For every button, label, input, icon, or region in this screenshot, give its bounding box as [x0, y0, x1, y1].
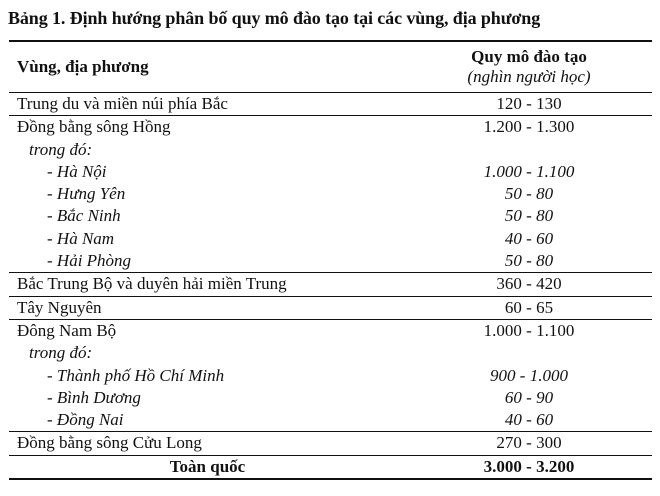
table-group: [9, 273, 652, 296]
training-scale-table: [9, 40, 652, 480]
table-group: [9, 93, 652, 116]
table-row: [9, 297, 652, 319]
table-header: [9, 42, 652, 93]
region-name: Đồng bằng sông Hồng: [17, 117, 171, 137]
table-row: [9, 342, 652, 364]
locality-value: 1.000 - 1.100: [483, 161, 575, 181]
table-caption: Bảng 1. Định hướng phân bố quy mô đào tạo tại các vùng, địa phương: [8, 8, 541, 28]
total-row: [9, 456, 652, 478]
subtitle-label: trong đó:: [29, 139, 93, 159]
locality-value: 50 - 80: [504, 251, 554, 271]
table-group: [9, 297, 652, 320]
header-scale-unit: (nghìn người học): [467, 67, 591, 86]
total-label: Toàn quốc: [169, 456, 246, 476]
locality-value: 60 - 90: [504, 387, 554, 407]
locality-name: - Hưng Yên: [47, 184, 126, 204]
region-value: 120 - 130: [496, 94, 562, 113]
table-row: [9, 161, 652, 183]
locality-value: 40 - 60: [504, 228, 554, 248]
table-group: [9, 320, 652, 432]
total-value: 3.000 - 3.200: [483, 456, 575, 476]
locality-value: 40 - 60: [504, 410, 554, 430]
region-value: 60 - 65: [504, 297, 554, 317]
region-value: 360 - 420: [496, 274, 562, 294]
table-row: [9, 409, 652, 431]
region-name: Bắc Trung Bộ và duyên hải miền Trung: [17, 274, 287, 294]
table-row: [9, 139, 652, 161]
table-row: [9, 320, 652, 342]
table-row: [9, 273, 652, 295]
region-name: Đông Nam Bộ: [17, 320, 117, 340]
locality-value: 50 - 80: [504, 206, 554, 226]
region-name: Đồng bằng sông Cửu Long: [17, 433, 202, 453]
header-region: Vùng, địa phương: [17, 57, 149, 76]
region-name: Trung du và miền núi phía Bắc: [17, 94, 228, 113]
table-row: [9, 228, 652, 250]
region-name: Tây Nguyên: [17, 297, 102, 317]
locality-name: - Hà Nam: [47, 228, 115, 248]
table-group: [9, 116, 652, 273]
table-row: [9, 205, 652, 227]
locality-name: - Đồng Nai: [47, 410, 124, 430]
header-scale: [406, 42, 652, 92]
locality-name: - Bình Dương: [47, 387, 141, 407]
subtitle-label: trong đó:: [29, 343, 93, 363]
table-row: [9, 116, 652, 138]
locality-value: 900 - 1.000: [490, 365, 568, 385]
locality-name: - Bắc Ninh: [47, 206, 121, 226]
table-row: [9, 183, 652, 205]
table-row: [9, 365, 652, 387]
table-row: [9, 432, 652, 454]
locality-name: - Thành phố Hồ Chí Minh: [47, 365, 225, 385]
locality-name: - Hải Phòng: [47, 251, 132, 271]
table-row: [9, 387, 652, 409]
locality-value: 50 - 80: [504, 184, 554, 204]
region-value: 1.200 - 1.300: [483, 117, 575, 137]
table-group: [9, 432, 652, 455]
header-scale-title: Quy mô đào tạo: [471, 47, 587, 66]
region-value: 1.000 - 1.100: [483, 320, 575, 340]
table-row: [9, 250, 652, 272]
table-row: [9, 93, 652, 115]
region-value: 270 - 300: [496, 433, 562, 453]
locality-name: - Hà Nội: [47, 161, 107, 181]
